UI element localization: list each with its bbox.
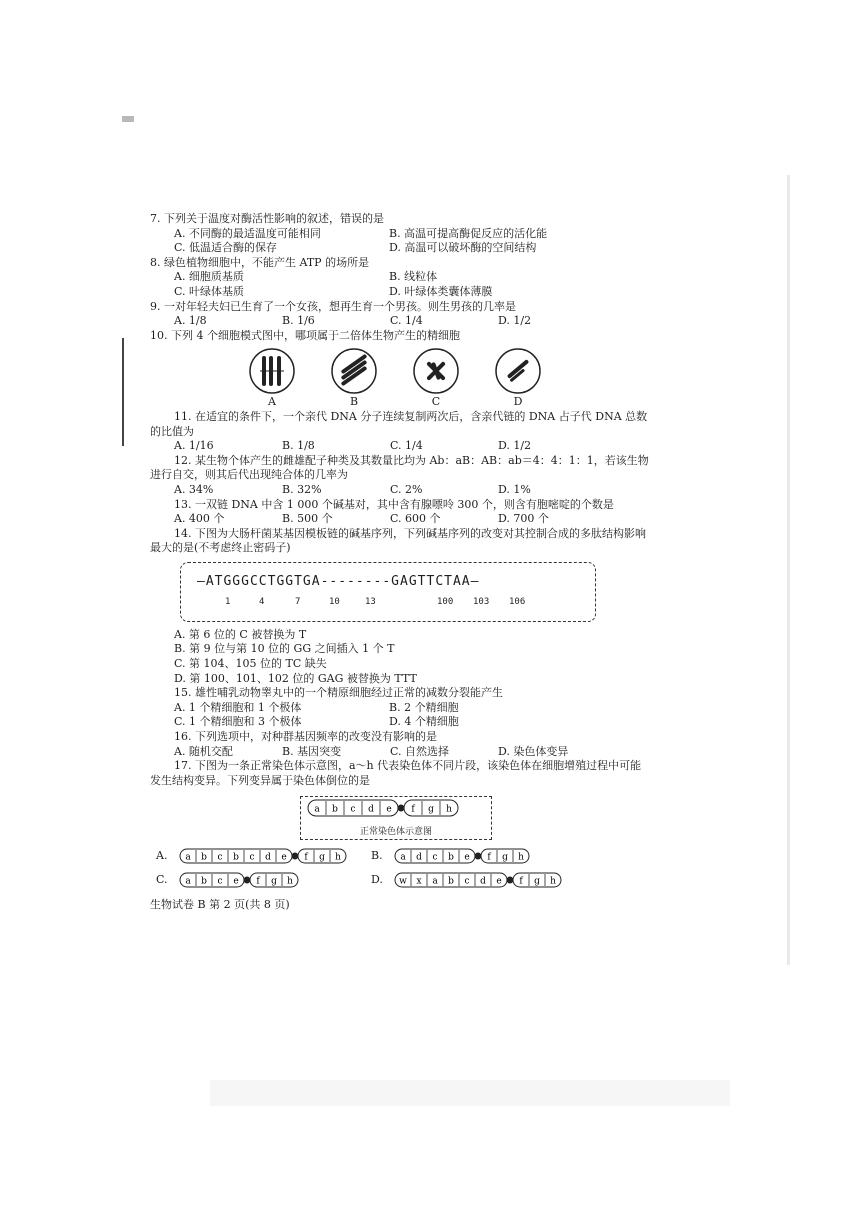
option-c: C. 1/4 <box>390 314 423 328</box>
segment-label: x <box>416 876 422 887</box>
chromosome-a <box>178 846 365 866</box>
question-14-options <box>150 628 650 686</box>
chromosome-d <box>393 870 580 890</box>
question-8-options <box>150 270 650 299</box>
option-d: D. 高温可以破坏酶的空间结构 <box>389 241 537 255</box>
cell-label-c: C <box>431 395 441 409</box>
option-a: A. 400 个 <box>174 512 225 526</box>
question-17-stem: 17. 下图为一条正常染色体示意图，a～h 代表染色体不同片段，该染色体在细胞增殖过程中可能发生结构变异。下列变异属于染色体倒位的是 <box>150 759 642 787</box>
page-footer: 生物试卷 B 第 2 页(共 8 页) <box>150 898 290 912</box>
segment-label: c <box>249 852 255 863</box>
option-d: D. 4 个精细胞 <box>389 715 459 729</box>
centromere <box>506 877 513 884</box>
segment-label: a <box>185 876 191 887</box>
segment-label: h <box>517 852 524 863</box>
question-10-stem: 10. 下列 4 个细胞模式图中，哪项属于二倍体生物产生的精细胞 <box>150 328 460 342</box>
chromosome-option-b <box>365 846 580 866</box>
position-label: 100 <box>437 596 454 607</box>
segment-label: e <box>464 852 470 863</box>
option-a: A. 34% <box>174 482 214 496</box>
chromosome-option-c <box>150 870 365 890</box>
option-b: B. 500 个 <box>282 512 333 526</box>
option-d: D. 第 100、101、102 位的 GAG 被替换为 TTT <box>174 671 417 685</box>
segment-label: a <box>185 852 191 863</box>
chromosome-b <box>393 846 580 866</box>
option-a: A. 1/8 <box>174 314 207 328</box>
segment-label: b <box>200 876 207 887</box>
option-label: D. <box>371 873 383 887</box>
segment-label: d <box>368 804 374 815</box>
segment-label: h <box>549 876 556 887</box>
option-b: B. 1/8 <box>282 439 315 453</box>
segment-label: b <box>447 852 454 863</box>
cell-diagram-b <box>330 347 378 410</box>
segment-label: f <box>411 804 415 815</box>
option-d: D. 1/2 <box>498 314 532 328</box>
question-12-stem: 12. 某生物个体产生的雌雄配子种类及其数量比均为 Ab：aB：AB：ab＝4：4：1：1，若该生物进行自交，则其后代出现纯合体的几率为 <box>150 453 649 482</box>
question-13-stem: 13. 一双链 DNA 中含 1 000 个碱基对，其中含有腺嘌呤 300 个，则含有胞嘧啶的个数是 <box>174 497 614 511</box>
segment-label: e <box>386 804 392 815</box>
option-a: A. 第 6 位的 C 被替换为 T <box>174 627 307 641</box>
option-c: C. 低温适合酶的保存 <box>174 241 278 255</box>
normal-chromosome-box <box>300 796 492 840</box>
segment-label: a <box>432 876 438 887</box>
position-label: 10 <box>329 596 340 607</box>
chromosome-option-d <box>365 870 580 890</box>
segment-label: g <box>318 852 325 863</box>
position-label: 7 <box>295 596 301 607</box>
position-label: 106 <box>509 596 526 607</box>
question-15-options <box>150 701 650 730</box>
segment-label: f <box>304 852 308 863</box>
chromosome-c <box>178 870 365 890</box>
segment-label: h <box>334 852 341 863</box>
option-a: A. 1/16 <box>174 439 214 453</box>
segment-label: g <box>428 804 434 815</box>
question-13-options <box>150 512 650 527</box>
segment-label: b <box>232 852 239 863</box>
question-12-options <box>150 483 650 498</box>
cell-label-b: B <box>349 395 359 409</box>
question-7-options <box>150 227 650 256</box>
option-a: A. 1 个精细胞和 1 个极体 <box>174 700 302 714</box>
segment-label: h <box>286 876 293 887</box>
cell-diagrams <box>150 347 650 410</box>
segment-label: f <box>519 876 523 887</box>
segment-label: d <box>479 876 486 887</box>
option-b: B. 1/6 <box>282 314 315 328</box>
position-label: 1 <box>225 596 231 607</box>
scan-artifact-line <box>122 338 124 446</box>
option-c: C. 2% <box>390 482 423 496</box>
option-c: C. 第 104、105 位的 TC 缺失 <box>174 657 327 671</box>
cell-a-chromosomes-icon <box>248 347 296 395</box>
option-c: C. 1 个精细胞和 3 个极体 <box>174 715 302 729</box>
segment-label: a <box>314 804 320 815</box>
segment-label: d <box>264 852 271 863</box>
segment-label: b <box>447 876 454 887</box>
option-c: C. 600 个 <box>390 512 441 526</box>
segment-label: e <box>233 876 239 887</box>
option-d: D. 1% <box>498 482 531 496</box>
cell-diagram-a <box>248 347 296 410</box>
segment-label: e <box>281 852 287 863</box>
question-7-stem: 7. 下列关于温度对酶活性影响的叙述，错误的是 <box>150 212 384 225</box>
question-9-stem: 9. 一对年轻夫妇已生育了一个女孩，想再生育一个男孩。则生男孩的几率是 <box>150 299 516 313</box>
segment-label: b <box>200 852 207 863</box>
option-d: D. 700 个 <box>498 512 549 526</box>
cell-diagram-d <box>494 347 542 410</box>
chromosome-options-row-2 <box>150 870 650 890</box>
option-a: A. 随机交配 <box>174 744 233 758</box>
cell-label-d: D <box>513 395 523 409</box>
option-b: B. 第 9 位与第 10 位的 GG 之间插入 1 个 T <box>174 642 395 656</box>
option-d: D. 1/2 <box>498 439 532 453</box>
option-b: B. 2 个精细胞 <box>389 700 459 714</box>
segment-label: a <box>400 852 406 863</box>
question-9-options <box>150 314 650 329</box>
question-11-stem: 11. 在适宜的条件下，一个亲代 DNA 分子连续复制两次后，含亲代链的 DNA 占子代 DNA 总数的比值为 <box>150 409 648 438</box>
option-b: B. 基因突变 <box>282 744 342 758</box>
segment-label: f <box>487 852 491 863</box>
chromosome-options-row-1 <box>150 846 650 866</box>
cell-d-chromosomes-icon <box>494 347 542 395</box>
cell-diagram-c <box>412 347 460 410</box>
centromere <box>474 853 481 860</box>
question-16-stem: 16. 下列选项中，对种群基因频率的改变没有影响的是 <box>174 730 437 744</box>
segment-label: c <box>350 804 356 815</box>
segment-label: h <box>446 804 452 815</box>
segment-label: c <box>217 852 223 863</box>
scan-edge <box>787 175 790 965</box>
question-15-stem: 15. 雄性哺乳动物睾丸中的一个精原细胞经过正常的减数分裂能产生 <box>174 686 503 700</box>
dna-sequence: —ATGGGCCTGGTGA--------GAGTTCTAA— <box>197 573 480 589</box>
option-label: A. <box>156 849 168 863</box>
question-16-options <box>150 745 650 760</box>
option-b: B. 线粒体 <box>389 270 438 284</box>
position-label: 4 <box>259 596 265 607</box>
segment-label: e <box>496 876 502 887</box>
normal-chromosome <box>306 797 486 819</box>
option-label: C. <box>156 873 168 887</box>
cell-c-chromosomes-icon <box>412 347 460 395</box>
cell-b-chromosomes-icon <box>330 347 378 395</box>
chromosome-option-a <box>150 846 365 866</box>
option-label: B. <box>371 849 383 863</box>
position-label: 13 <box>365 596 376 607</box>
segment-label: c <box>464 876 470 887</box>
segment-label: b <box>332 804 338 815</box>
segment-label: g <box>533 876 540 887</box>
centromere <box>291 853 298 860</box>
exam-page <box>150 212 650 913</box>
option-b: B. 高温可提高酶促反应的活化能 <box>389 226 548 240</box>
segment-label: d <box>415 852 422 863</box>
scan-smudge <box>210 1080 730 1106</box>
option-c: C. 自然选择 <box>390 744 450 758</box>
option-c: C. 1/4 <box>390 439 423 453</box>
position-label: 103 <box>473 596 490 607</box>
normal-chromosome-caption: 正常染色体示意图 <box>359 827 432 837</box>
option-a: A. 不同酶的最适温度可能相同 <box>174 226 321 240</box>
segment-label: w <box>398 876 407 887</box>
question-14-stem: 14. 下图为大肠杆菌某基因模板链的碱基序列，下列碱基序列的改变对其控制合成的多肽结构影响最大的是(不考虑终止密码子) <box>150 526 646 555</box>
question-11-options <box>150 439 650 454</box>
segment-label: g <box>501 852 508 863</box>
option-c: C. 叶绿体基质 <box>174 284 245 298</box>
scan-mark <box>122 116 134 122</box>
segment-label: f <box>256 876 260 887</box>
option-d: D. 叶绿体类囊体薄膜 <box>389 284 493 298</box>
segment-label: g <box>270 876 277 887</box>
centromere <box>243 877 250 884</box>
centromere <box>398 805 405 812</box>
question-8-stem: 8. 绿色植物细胞中，不能产生 ATP 的场所是 <box>150 255 370 269</box>
cell-label-a: A <box>268 395 276 409</box>
segment-label: c <box>432 852 438 863</box>
segment-label: c <box>217 876 223 887</box>
option-a: A. 细胞质基质 <box>174 270 244 284</box>
option-b: B. 32% <box>282 482 322 496</box>
dna-sequence-box <box>180 562 596 622</box>
option-d: D. 染色体变异 <box>498 744 569 758</box>
